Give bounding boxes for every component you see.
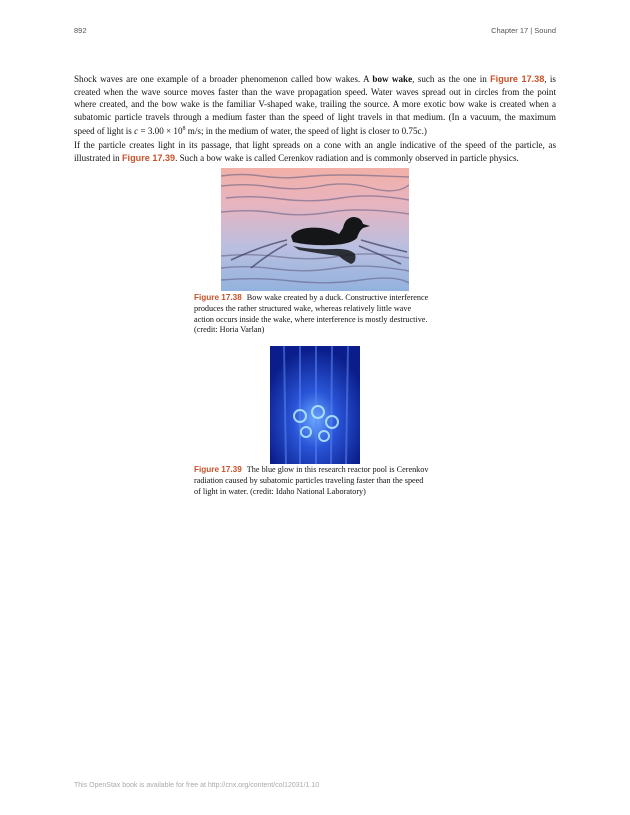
para1-text-1: Shock waves are one example of a broader phenomenon called bow wakes. A [74, 74, 373, 84]
chapter-title: Chapter 17 | Sound [491, 26, 556, 35]
bow-wake-term: bow wake [372, 74, 413, 84]
figure-17-39-caption [194, 465, 430, 497]
para1-text-4: ; in the medium of water, the speed of light is closer to 0.75c.) [200, 126, 427, 137]
para1-text-3: , is created when the wave source moves faster than the wave propagation speed. Water waves spread out in circles from the point where created, and the bow wake is the familiar V-shaped wake, trailing the source. A more exotic bow wake is created when a subatomic particle travels through a medium faster than the speed of light travels in that medium. (In a vacuum, the maximum speed of light is [74, 74, 556, 137]
para1-text-2: , such as the one in [412, 74, 491, 84]
duck-bow-wake-photo [221, 168, 409, 291]
reactor-cerenkov-photo [270, 346, 360, 464]
figure-17-38-label: Figure 17.38 [194, 293, 242, 302]
paragraph-cerenkov [74, 139, 556, 164]
math-exponent: 8 [182, 126, 186, 133]
figure-17-39-link[interactable]: Figure 17.39 [122, 152, 176, 163]
figure-17-39-label: Figure 17.39 [194, 465, 242, 474]
paragraph-bow-wakes [74, 73, 556, 138]
para2-text-2: . Such a bow wake is called Cerenkov radiation and is commonly observed in particle physics. [175, 152, 519, 163]
math-equation: = 3.00 × 10 [138, 126, 183, 137]
footer-availability-note: This OpenStax book is available for free at http://cnx.org/content/col12031/1.10 [74, 782, 320, 789]
para2-text-1: If the particle creates light in its passage, that light spreads on a cone with an angle indicative of the speed of the particle, as illustrated in [74, 140, 556, 163]
figure-17-39-caption-text: The blue glow in this research reactor pool is Cerenkov radiation caused by subatomic particles traveling faster than the speed of light in water. (credit: Idaho National Laboratory) [194, 465, 429, 496]
figure-17-38-caption [194, 293, 430, 336]
figure-17-38-caption-text: Bow wake created by a duck. Constructive interference produces the rather structured wake, whereas relatively little wave action occurs inside the wake, where interference is mostly destructive. (credit: Horia Varlan) [194, 293, 429, 335]
math-c: c [134, 126, 139, 137]
figure-17-38-link[interactable]: Figure 17.38 [490, 74, 545, 84]
math-unit: m/s [185, 126, 201, 137]
page-number: 892 [74, 26, 87, 35]
